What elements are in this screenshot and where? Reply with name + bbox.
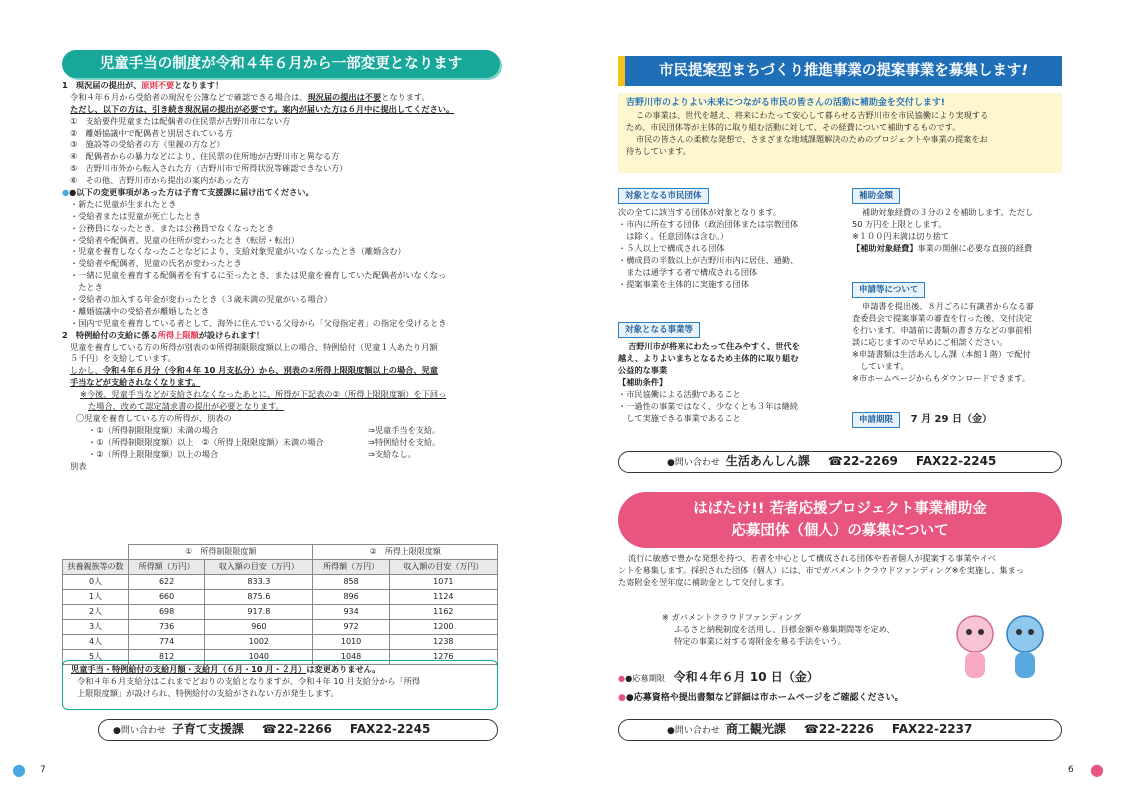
paragraph: 待ちしています。 <box>626 145 691 156</box>
column-header: 所得額（万円） <box>129 560 205 575</box>
list-item: ・提案事業を主体的に実施する団体 <box>618 278 750 289</box>
paragraph: 流行に敏感で豊かな発想を持つ、若者を中心として構成される団体や若者個人が提案する事業やイベ <box>628 553 997 563</box>
list-item: ③ 施設等の受給者の方（里親の方など） <box>70 139 225 150</box>
contact-safety <box>618 451 1062 473</box>
list-item: ① 支給要件児童または配偶者の住民票が吉野川市にない方 <box>70 115 291 126</box>
list-item: ・離婚協議中の受給者が離婚したとき <box>70 305 210 316</box>
paragraph: 令和４年６月支給分はこれまでどおりの支給となりますが、令和４年 10 月支給分から「所得 <box>77 675 421 686</box>
section-2-body: 児童を養育している方の所得が別表の①所得制限限度額以上の場合、特例給付（児童１人あたり月額 ５千円）を支給しています。 しかし、令和４年６月分（令和４年 10 月支払分）から、別表の②所得上限限度額以上の場合、児童 手当などが支給されなくなります。 ※今後、児童手当などが支給されなくなったあとに、所得が下記表の②（所得上限限度額）を下回っ た場合、改めて認定請求書の提出が必要となります。 〇児童を養育している方の所得が、別表の ・①（所得制限限度額）未満の場合 ⇒児童手当を支給。 ・①（所得制限限度額）以上 ②（所得上限限度額）未満の場合 ⇒特例給付を支給。 ・②（所得上限限度額）以上の場合 ⇒支給なし。 別表 <box>62 342 512 473</box>
contact-fax: FAX22-2245 <box>915 454 997 468</box>
contact-fax: FAX22-2245 <box>349 722 431 736</box>
box-heading: 児童手当・特例給付の支給月額・支給月（６月・10 月・２月）は変更ありません。 <box>71 664 381 674</box>
paragraph: ※１００円未満は切り捨て <box>852 231 949 242</box>
table-row: 1人 660 875.6 896 1124 <box>63 590 498 605</box>
paragraph: 上限限度額」が設けられ、特例給付の支給がされない方が発生します。 <box>77 687 339 698</box>
column-header: 収入額の目安（万円） <box>389 560 497 575</box>
lead-box <box>618 93 1062 173</box>
contact-fax: FAX22-2237 <box>891 722 973 736</box>
paragraph: を行います。申請前に書類の書き方などの事前相 <box>852 325 1032 336</box>
application-info <box>852 282 1067 385</box>
paragraph: 特定の事業に対する寄附金を募る手法をいう。 <box>674 635 846 646</box>
table-row: 0人 622 833.3 858 1071 <box>63 575 498 590</box>
gcf-note <box>662 612 922 648</box>
condition-row: ・①（所得制限限度額）未満の場合 ⇒児童手当を支給。 <box>88 424 441 435</box>
contact-dept: 生活あんしん課 <box>725 454 810 468</box>
change-notice: ●●以下の変更事項があった方は子育て支援課に届け出てください。 <box>62 187 314 198</box>
paragraph: 市民の皆さんの柔軟な発想で、さまざまな地域課題解決のためのプロジェクトや事業の提案をお <box>636 133 988 144</box>
contact-commerce <box>618 719 1062 741</box>
lead-heading: 吉野川市のよりよい未来につながる市民の皆さんの活動に補助金を交付します! <box>626 98 945 108</box>
tag-target-groups: 対象となる市民団体 <box>618 188 709 204</box>
subsidy-amount: 補助金額 補助対象経費の３分の２を補助します。ただし 50 万円を上限とします。 ※１００円未満は切り捨て 【補助対象経費】事業の開催に必要な直接的経費 <box>852 188 1067 255</box>
paragraph: 次の全てに該当する団体が対象となります。 <box>618 207 782 218</box>
paragraph: 越え、よりよいまちとなるため主体的に取り組む <box>618 353 799 364</box>
table-header: ① 所得制限限度額 <box>129 545 313 560</box>
change-list <box>62 199 512 330</box>
column-header: 収入額の目安（万円） <box>205 560 313 575</box>
contact-tel: ☎22-2266 <box>261 722 332 736</box>
list-item: ⑤ 吉野川市外から転入された方（吉野川市で所得状況等確認できない方） <box>70 163 348 174</box>
deadline-value: 令和４年６月 10 日（金） <box>673 670 819 684</box>
contact-tel: ☎22-2269 <box>827 454 898 468</box>
list-item: ・５人以上で構成される団体 <box>618 242 725 253</box>
list-item: ⑥ その他、吉野川市から提出の案内があった方 <box>70 175 250 186</box>
tag-target-projects: 対象となる事業等 <box>618 322 700 338</box>
youth-project-banner <box>618 492 1062 548</box>
mascot-characters <box>945 608 1055 688</box>
application-deadline <box>852 412 1067 428</box>
column-header: 扶養親族等の数 <box>63 560 129 575</box>
contact-label: ●問い合わせ <box>667 458 720 468</box>
banner-line: 応募団体（個人）の募集について <box>731 523 949 539</box>
list-item: たとき <box>70 282 103 293</box>
paragraph: 手当などが支給されなくなります。 <box>70 377 201 388</box>
paragraph: 査委員会で提案事業の審査を行った後、交付決定 <box>852 313 1033 324</box>
right-page-title: 市民提案型まちづくり推進事業の提案事業を募集します! <box>618 56 1062 86</box>
paragraph: ふるさと納税制度を活用し、目標金額や募集期間等を定め、 <box>674 623 895 634</box>
unchanged-notice-box <box>62 660 498 710</box>
list-item: ・市民協働による活動であること <box>618 388 741 399</box>
list-item: ・公務員になったとき、または公務員でなくなったとき <box>70 222 275 233</box>
list-item: ④ 配偶者からの暴力などにより、住民票の住所地が吉野川市と異なる方 <box>70 151 340 162</box>
list-item: ・一過性の事業ではなく、少なくとも３年は継続 <box>618 400 798 411</box>
left-page-title: 児童手当の制度が令和４年６月から一部変更となります <box>62 50 500 78</box>
paragraph: ※申請書類は生活あんしん課（本館１階）で配付 <box>852 348 1031 359</box>
contact-tel: ☎22-2226 <box>803 722 874 736</box>
condition-row: ・①（所得制限限度額）以上 ②（所得上限限度額）未満の場合 ⇒特例給付を支給。 <box>88 436 441 447</box>
deadline-label: ●応募期限 <box>625 673 666 683</box>
banner-line: はばたけ!! 若者応援プロジェクト事業補助金 <box>693 501 987 517</box>
contact-childcare <box>98 719 498 741</box>
list-item: ・新たに児童が生まれたとき <box>70 198 177 209</box>
paragraph: 児童を養育している方の所得が別表の①所得制限限度額以上の場合、特例給付（児童１人あたり月額 <box>70 341 438 352</box>
target-projects <box>618 322 843 425</box>
list-item: ・受給者や配偶者、児童の氏名が変わったとき <box>70 258 242 269</box>
condition-list <box>70 425 512 461</box>
list-item: ② 離婚協議中で配偶者と別居されている方 <box>70 127 233 138</box>
exception-list <box>70 116 512 187</box>
youth-description <box>618 553 1068 589</box>
table-header: ② 所得上限限度額 <box>313 545 498 560</box>
section-2-heading: 2 特例給付の支給に係る所得上限額が設けられます！ <box>62 329 265 340</box>
contact-dept: 商工観光課 <box>725 722 786 736</box>
deadline-row: ●●応募期限 令和４年６月 10 日（金） <box>618 670 819 684</box>
paragraph: 申請書を提出後、８月ごろに有識者からなる審 <box>862 301 1034 312</box>
table-row: 3人 736 960 972 1200 <box>63 620 498 635</box>
income-table <box>62 544 498 665</box>
tag-amount: 補助金額 <box>852 188 900 204</box>
column-header: 所得額（万円） <box>313 560 389 575</box>
contact-label: ●問い合わせ <box>113 726 166 736</box>
list-item: して実施できる事業であること <box>618 412 741 423</box>
condition-heading: 【補助条件】 <box>618 376 668 387</box>
table-row: 5人 812 1040 1048 1276 <box>63 650 498 665</box>
contact-label: ●問い合わせ <box>667 726 720 736</box>
condition-heading: 〇児童を養育している方の所得が、別表の <box>76 412 232 423</box>
paragraph: この事業は、世代を越え、将来にわたって安心して暮らせる吉野川市を市民協働により実現する <box>636 110 989 121</box>
list-item: ・受給者または児童が死亡したとき <box>70 210 202 221</box>
list-item: ・受給者や配偶者、児童の住所が変わったとき（転居・転出） <box>70 234 300 245</box>
page-number: 6 <box>1068 765 1074 775</box>
mascot-icon: ● <box>12 760 26 779</box>
list-item: ・市内に所在する団体（政治団体または宗教団体 <box>618 219 799 230</box>
table-row: 2人 698 917.8 934 1162 <box>63 605 498 620</box>
note: ※今後、児童手当などが支給されなくなったあとに、所得が下記表の②（所得上限限度額）を下回っ <box>80 389 447 400</box>
tag-apply: 申請等について <box>852 282 925 298</box>
list-item: ・一緒に児童を養育する配偶者を有するに至ったとき、または児童を養育していた配偶者がいなくなっ <box>70 270 447 281</box>
note: た場合、改めて認定請求書の提出が必要となります。 <box>88 401 284 412</box>
contact-dept: 子育て支援課 <box>171 722 244 736</box>
list-item: ・構成員の半数以上が吉野川市内に居住、通勤、 <box>618 254 799 265</box>
section-1 <box>62 80 512 472</box>
paragraph: た寄附金を翌年度に補助金として交付します。 <box>618 576 790 587</box>
condition-row: ・②（所得上限限度額）以上の場合 ⇒支給なし。 <box>88 448 416 459</box>
paragraph: しています。 <box>852 360 909 371</box>
paragraph: 補助対象経費の３分の２を補助します。ただし <box>862 207 1034 218</box>
paragraph: ントを募集します。採択された団体（個人）には、市でガバメントクラウドファンディング※を実施し、集まっ <box>618 564 1024 575</box>
list-item: または通学する者で構成される団体 <box>618 266 758 277</box>
section-1-heading: 1 現況届の提出が、原則不要となります！ <box>62 80 224 90</box>
section-1-exceptions: ただし、以下の方は、引き続き現況届の提出が必要です。案内が届いた方は６月中に提出してください。 <box>70 103 455 114</box>
section-1-body: 令和４年６月から受給者の現況を公簿などで確認できる場合は、現況届の提出は不要となります。 ただし、以下の方は、引き続き現況届の提出が必要です。案内が届いた方は６月中に提出してください。 ① 支給要件児童または配偶者の住民票が吉野川市にない方 ② 離婚協議中で配偶者と別居されている方 ③ 施設等の受給者の方（里親の方など） ④ 配偶者からの暴力などにより、住民票の住所地が吉野川市と異なる方 ⑤ 吉野川市外から転入された方（吉野川市で所得状況等確認できない方） ⑥ その他、吉野川市から提出の案内があった方 <box>62 92 512 187</box>
list-item: ・国内で児童を養育している者として、海外に住んでいる父母から「父母指定者」の指定を受けるとき <box>70 317 447 328</box>
page-number: 7 <box>40 765 46 775</box>
note-heading: ※ ガバメントクラウドファンディング <box>662 612 802 622</box>
table-row: 4人 774 1002 1010 1238 <box>63 635 498 650</box>
tag-deadline: 申請期限 <box>852 412 900 428</box>
deadline-value: 7 月 29 日（金） <box>910 414 992 425</box>
target-groups <box>618 188 843 291</box>
list-item: ・受給者の加入する年金が変わったとき（３歳未満の児童がいる場合） <box>70 294 332 305</box>
details-note: ●●応募資格や提出書類など詳細は市ホームページをご確認ください。 <box>618 693 904 703</box>
mascot-icon: ● <box>1090 760 1104 779</box>
paragraph: ５千円）を支給しています。 <box>70 353 176 364</box>
table-label: 別表 <box>70 460 87 471</box>
paragraph: 公益的な事業 <box>618 365 668 376</box>
paragraph: 吉野川市が将来にわたって住みやすく、世代を <box>628 341 800 352</box>
paragraph: 談に応じますので早めにご相談ください。 <box>852 336 1008 347</box>
paragraph: 50 万円を上限とします。 <box>852 219 947 230</box>
paragraph: ため、市民団体等が主体的に取り組む活動に対して、その経費について補助するものです。 <box>626 121 961 132</box>
paragraph: ※市ホームページからもダウンロードできます。 <box>852 372 1030 383</box>
list-item: ・児童を養育しなくなったことなどにより、支給対象児童がいなくなったとき（離婚含む） <box>70 246 406 257</box>
list-item: は除く。任意団体は含む。） <box>618 231 729 242</box>
